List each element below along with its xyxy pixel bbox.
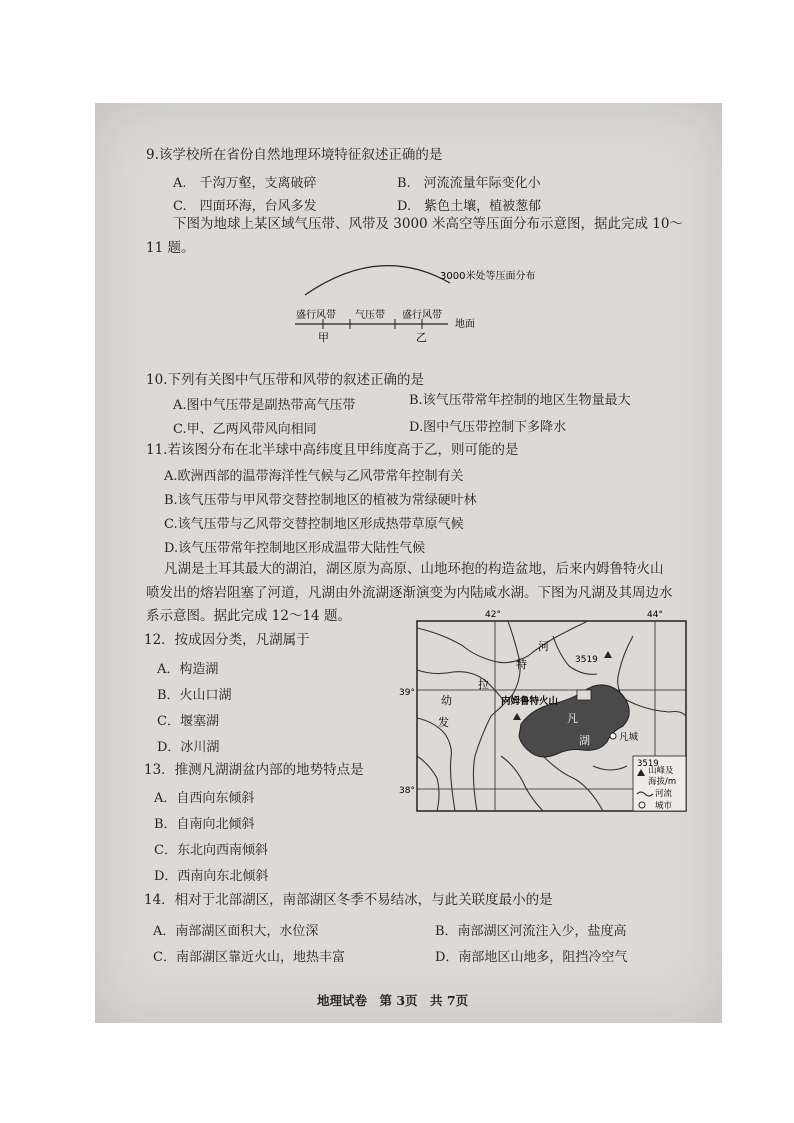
peak-height-label: 3519 [575, 655, 598, 665]
legend-river-text: 河流 [655, 789, 673, 799]
q10-stem: 10.下列有关图中气压带和风带的叙述正确的是 [146, 372, 424, 388]
ground-label: 地面 [455, 319, 475, 330]
intro-12-line1: 凡湖是土耳其最大的湖泊，湖区原为高原、山地环抱的构造盆地，后来内姆鲁特火山 [164, 561, 664, 577]
q11-option-c: C.该气压带与乙风带交替控制地区形成热带草原气候 [164, 517, 464, 532]
q12-option-c: C．堰塞湖 [157, 714, 219, 729]
q14-stem: 14．相对于北部湖区，南部湖区冬季不易结冰，与此关联度最小的是 [144, 892, 553, 908]
q13-option-b: B．自南向北倾斜 [154, 817, 255, 832]
q14-option-a: A．南部湖区面积大，水位深 [153, 924, 319, 939]
river-label-2: 特 [516, 658, 527, 671]
van-city-icon [610, 733, 616, 739]
q9-option-a: A. 千沟万壑，支离破碎 [173, 176, 317, 191]
q14-option-b: B．南部湖区河流注入少，盐度高 [435, 924, 627, 939]
q12-option-b: B．火山口湖 [157, 688, 232, 703]
right-wind-belt-label: 盛行风带 [402, 310, 442, 321]
q13-stem: 13．推测凡湖湖盆内部的地势特点是 [144, 762, 364, 778]
q11-option-b: B.该气压带与甲风带交替控制地区的植被为常绿硬叶林 [164, 493, 477, 508]
legend-city-text: 城市 [655, 801, 673, 811]
q11-option-a: A.欧洲西部的温带海洋性气候与乙风带常年控制有关 [164, 469, 464, 484]
lat-39-label: 39° [399, 688, 415, 698]
legend-peak-text: 山峰及 [648, 766, 674, 776]
volcano-peak-icon [513, 713, 521, 720]
pressure-belt-label: 气压带 [355, 310, 385, 321]
jia-label: 甲 [318, 331, 329, 344]
river-label-1: 河 [538, 640, 549, 653]
q12-option-d: D．冰川湖 [157, 740, 220, 755]
legend-height-label: 3519 [637, 759, 659, 769]
lake-char-fan: 凡 [567, 712, 578, 725]
q9-stem: 9.该学校所在省份自然地理环境特征叙述正确的是 [146, 147, 443, 163]
q13-option-c: C．东北向西南倾斜 [154, 843, 268, 858]
q13-option-a: A．自西向东倾斜 [154, 791, 255, 806]
q12-stem: 12．按成因分类，凡湖属于 [144, 632, 310, 648]
q14-option-d: D．南部地区山地多，阻挡冷空气 [435, 950, 628, 965]
volcano-label: 内姆鲁特火山 [501, 696, 559, 707]
river-label-3: 拉 [478, 678, 489, 691]
legend-city-icon [639, 802, 645, 808]
intro-10-line1: 下图为地球上某区域气压带、风带及 3000 米高空等压面分布示意图，据此完成 10～ [173, 216, 683, 232]
lake-van-map [383, 606, 695, 816]
intro-12-line3: 系示意图。据此完成 12～14 题。 [146, 608, 351, 624]
q11-option-d: D.该气压带常年控制地区形成温带大陆性气候 [164, 541, 426, 556]
left-wind-belt-label: 盛行风带 [296, 310, 336, 321]
lat-38-label: 38° [399, 786, 415, 796]
lon-44-label: 44° [647, 610, 663, 620]
peak-icon [604, 651, 612, 658]
river-label-4: 幼 [441, 694, 452, 707]
intro-10-line2: 11 题。 [146, 240, 195, 256]
q12-option-a: A．构造湖 [157, 662, 219, 677]
pressure-belt-diagram [280, 255, 550, 350]
q11-stem: 11.若该图分布在北半球中高纬度且甲纬度高于乙，则可能的是 [146, 442, 519, 458]
river-label-5: 发 [438, 716, 449, 729]
q14-option-c: C．南部湖区靠近火山，地热丰富 [153, 950, 345, 965]
q9-option-c: C. 四面环海，台风多发 [173, 199, 317, 214]
q10-option-b: B.该气压带常年控制的地区生物量最大 [409, 393, 631, 408]
q9-option-d: D. 紫色土壤，植被葱郁 [397, 199, 542, 214]
page-footer: 地理试卷 第 3页 共 7页 [317, 993, 469, 1008]
lon-42-label: 42° [485, 610, 501, 620]
q10-option-a: A.图中气压带是副热带高气压带 [173, 398, 356, 413]
q13-option-d: D．西南向东北倾斜 [154, 869, 269, 884]
legend-alt-text: 海拔/m [648, 777, 677, 787]
van-city-label: 凡城 [619, 732, 639, 743]
yi-label: 乙 [416, 331, 427, 344]
isobar-label: 3000米处等压面分布 [440, 271, 536, 282]
q9-option-b: B. 河流流量年际变化小 [397, 176, 541, 191]
intro-12-line2: 喷发出的熔岩阻塞了河道，凡湖由外流湖逐渐演变为内陆咸水湖。下图为凡湖及其周边水 [146, 585, 673, 601]
q10-option-d: D.图中气压带控制下多降水 [409, 420, 567, 435]
lake-char-hu: 湖 [579, 734, 590, 747]
q10-option-c: C.甲、乙两风带风向相同 [173, 422, 317, 437]
